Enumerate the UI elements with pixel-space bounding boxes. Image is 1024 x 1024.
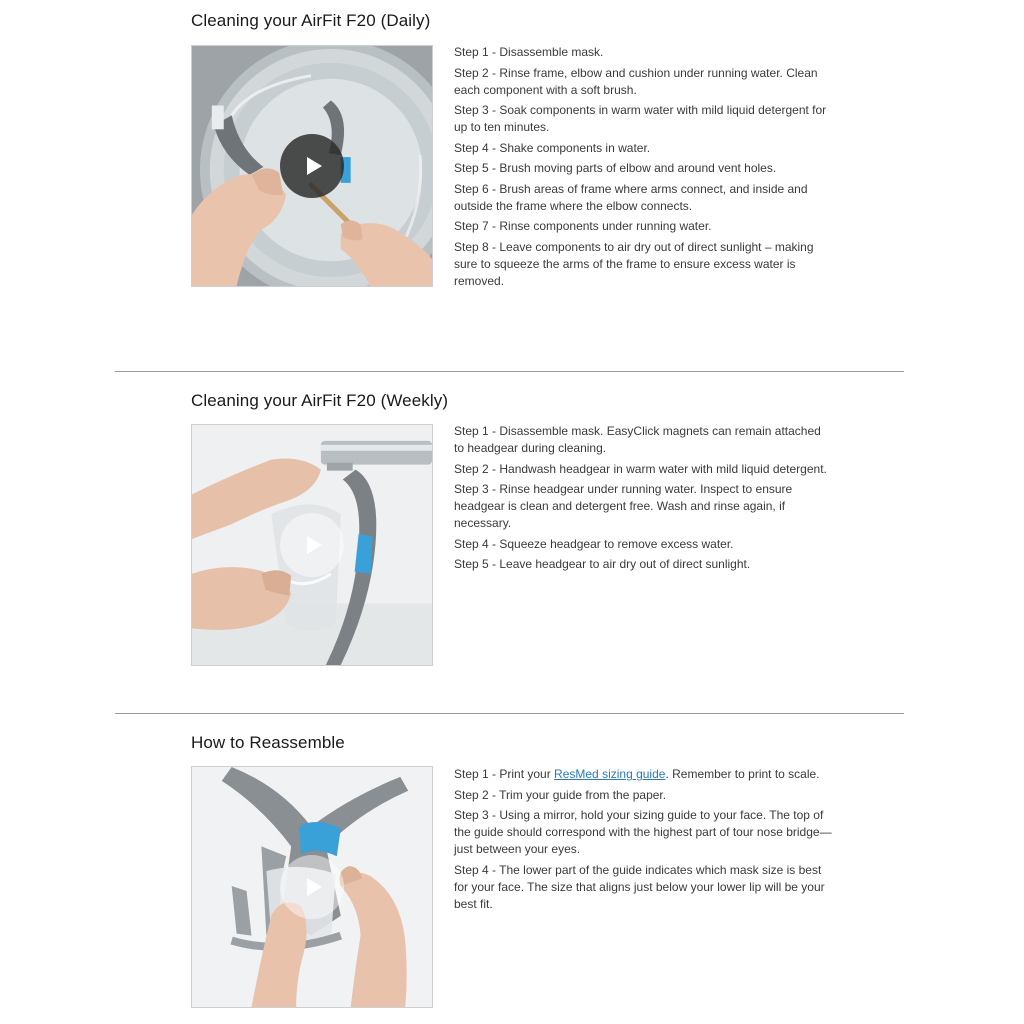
step-item: Step 7 - Rinse components under running water. (454, 219, 712, 233)
step-text: Step 1 - Print your (454, 767, 555, 781)
video-daily-cleaning[interactable] (191, 45, 433, 287)
sizing-guide-link[interactable]: ResMed sizing guide (554, 767, 666, 781)
play-button[interactable] (280, 134, 344, 198)
section-title-reassemble: How to Reassemble (191, 733, 345, 752)
step-item: Step 5 - Leave headgear to air dry out of direct sunlight. (454, 557, 751, 571)
step-item: Step 1 - Disassemble mask. (454, 45, 604, 59)
step-item: Step 2 - Trim your guide from the paper. (454, 787, 667, 802)
play-button[interactable] (280, 855, 344, 919)
section-divider (115, 713, 904, 714)
step-item: Step 4 - Shake components in water. (454, 140, 651, 155)
video-weekly-cleaning[interactable] (191, 424, 433, 666)
step-item: Step 4 - Squeeze headgear to remove excess water. (454, 536, 734, 551)
step-item: Step 6 - Brush areas of frame where arms connect, and inside and outside the frame where the elbow connects. (454, 181, 808, 213)
section-divider (115, 371, 904, 372)
steps-list-reassemble (454, 766, 834, 916)
play-icon (307, 157, 322, 175)
section-title-daily: Cleaning your AirFit F20 (Daily) (191, 11, 431, 30)
step-item: Step 3 - Rinse headgear under running water. Inspect to ensure headgear is clean and detergent free. Wash and rinse again, if necessary. (454, 482, 793, 530)
section-title-weekly: Cleaning your AirFit F20 (Weekly) (191, 391, 449, 410)
play-button[interactable] (280, 513, 344, 577)
step-text: . Remember to print to scale. (665, 767, 820, 781)
steps-list-daily (454, 44, 834, 293)
step-item: Step 4 - The lower part of the guide indicates which mask size is best for your face. The size that aligns just below your lower lip will be your best fit. (454, 862, 825, 911)
step-item (454, 766, 834, 783)
step-item: Step 3 - Soak components in warm water with mild liquid detergent for up to ten minutes. (454, 103, 827, 134)
step-item: Step 2 - Rinse frame, elbow and cushion under running water. Clean each component with a soft brush. (454, 65, 818, 97)
step-item: Step 1 - Disassemble mask. EasyClick magnets can remain attached to headgear during cleaning. (454, 424, 821, 455)
step-item: Step 2 - Handwash headgear in warm water with mild liquid detergent. (454, 461, 827, 476)
steps-list-weekly (454, 423, 834, 577)
play-icon (307, 878, 322, 896)
video-reassemble[interactable] (191, 766, 433, 1008)
step-item: Step 3 - Using a mirror, hold your sizing guide to your face. The top of the guide should correspond with the highest part of tour nose bridge—just between your eyes. (454, 808, 832, 856)
step-item: Step 8 - Leave components to air dry out of direct sunlight – making sure to squeeze the arms of the frame to ensure excess water is removed. (454, 239, 814, 288)
play-icon (307, 536, 322, 554)
step-item: Step 5 - Brush moving parts of elbow and around vent holes. (454, 161, 777, 175)
